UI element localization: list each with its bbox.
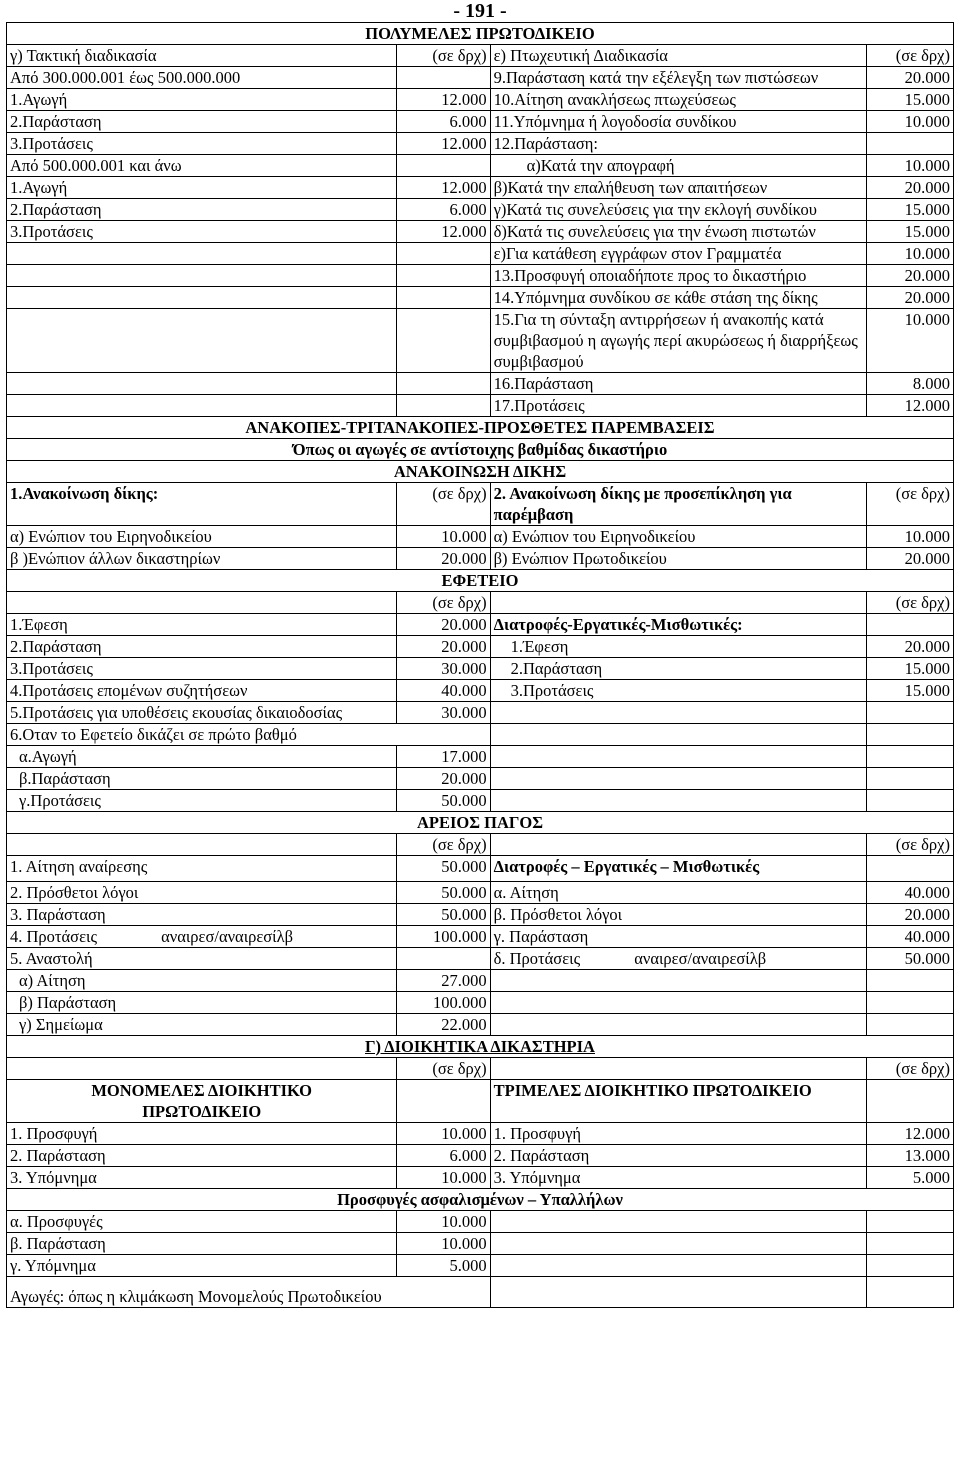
fee-label: ε)Για κατάθεση εγγράφων στον Γραμματέα <box>490 243 866 265</box>
fee-label: γ) Σημείωμα <box>7 1014 397 1036</box>
fee-value: 13.000 <box>866 1145 953 1167</box>
fee-label: 10.Αίτηση ανακλήσεως πτωχεύσεως <box>490 89 866 111</box>
fee-label: 3.Προτάσεις <box>490 680 866 702</box>
fee-label: 2.Παράσταση <box>7 199 397 221</box>
insured-title: Προσφυγές ασφαλισμένων – Υπαλλήλων <box>7 1189 954 1211</box>
fee-label-extra: αναιρεσ/αναιρεσίλβ <box>161 927 294 946</box>
fee-value: 20.000 <box>866 177 953 199</box>
fee-value: 50.000 <box>397 790 490 812</box>
fee-value: 15.000 <box>866 199 953 221</box>
fee-value: 20.000 <box>866 548 953 570</box>
fee-value: 12.000 <box>866 395 953 417</box>
fee-value: 20.000 <box>397 768 490 790</box>
page-number: - 191 - <box>453 0 507 22</box>
fee-value: 8.000 <box>866 373 953 395</box>
fee-value: 20.000 <box>866 904 953 926</box>
fee-label: 2. Παράσταση <box>490 1145 866 1167</box>
fee-label: α) Ενώπιον του Ειρηνοδικείου <box>490 526 866 548</box>
fee-value: 20.000 <box>866 287 953 309</box>
fee-label: α. Προσφυγές <box>7 1211 397 1233</box>
tier1-heading: Από 300.000.001 έως 500.000.000 <box>7 67 397 89</box>
fee-label: β.Παράσταση <box>7 768 397 790</box>
fee-value <box>866 133 953 155</box>
fee-label: 1. Αίτηση αναίρεσης <box>7 856 397 882</box>
fee-value: 22.000 <box>397 1014 490 1036</box>
single-member-header: ΜΟΝΟΜΕΛΕΣ ΔΙΟΙΚΗΤΙΚΟ ΠΡΩΤΟΔΙΚΕΙΟ <box>7 1080 397 1123</box>
fee-value: 40.000 <box>866 926 953 948</box>
fee-label-row <box>490 948 866 970</box>
regular-procedure-header: γ) Τακτική διαδικασία <box>7 45 397 67</box>
fee-label: β) Ενώπιον Πρωτοδικείου <box>490 548 866 570</box>
fee-label: α) Αίτηση <box>7 970 397 992</box>
fee-label: γ)Κατά τις συνελεύσεις για την εκλογή συνδίκου <box>490 199 866 221</box>
fee-label: 2. Πρόσθετοι λόγοι <box>7 882 397 904</box>
fee-label: 4.Προτάσεις επομένων συζητήσεων <box>7 680 397 702</box>
fee-value: 100.000 <box>397 926 490 948</box>
unit-label: (σε δρχ) <box>397 483 490 526</box>
fee-label: 1.Αγωγή <box>7 177 397 199</box>
fee-value: 50.000 <box>397 856 490 882</box>
fee-label: 2.Παράσταση <box>7 111 397 133</box>
fee-value: 10.000 <box>866 243 953 265</box>
unit-label: (σε δρχ) <box>866 834 953 856</box>
fee-value: 5.000 <box>866 1167 953 1189</box>
fee-label: 1. Προσφυγή <box>7 1123 397 1145</box>
notice-title: ΑΝΑΚΟΙΝΩΣΗ ΔΙΚΗΣ <box>7 461 954 483</box>
fee-value: 12.000 <box>397 177 490 199</box>
fee-label: 5. Αναστολή <box>7 948 397 970</box>
fee-value: 40.000 <box>397 680 490 702</box>
fee-label: 3. Υπόμνημα <box>7 1167 397 1189</box>
fee-value: 50.000 <box>397 882 490 904</box>
fee-label: β) Παράσταση <box>7 992 397 1014</box>
fee-label: 14.Υπόμνημα συνδίκου σε κάθε στάση της δίκης <box>490 287 866 309</box>
anakopes-title: ΑΝΑΚΟΠΕΣ-ΤΡΙΤΑΝΑΚΟΠΕΣ-ΠΡΟΣΘΕΤΕΣ ΠΑΡΕΜΒΑΣΕΙΣ <box>7 417 954 439</box>
fee-value: 10.000 <box>397 1123 490 1145</box>
fee-label: α.Αγωγή <box>7 746 397 768</box>
unit-label: (σε δρχ) <box>866 592 953 614</box>
anakopes-subtitle: Όπως οι αγωγές σε αντίστοιχης βαθμίδας δικαστήριο <box>7 439 954 461</box>
fee-value: 6.000 <box>397 111 490 133</box>
fee-label: β. Πρόσθετοι λόγοι <box>490 904 866 926</box>
tier2-heading: Από 500.000.001 και άνω <box>7 155 397 177</box>
fee-value: 20.000 <box>866 265 953 287</box>
bankruptcy-header: ε) Πτωχευτική Διαδικασία <box>490 45 866 67</box>
fee-label: 15.Για τη σύνταξη αντιρρήσεων ή ανακοπής κατά συμβιβασμού η αγωγής περί ακυρώσεως ή διαρρήξεως συμβιβασμού <box>490 309 866 373</box>
fee-value: 12.000 <box>397 89 490 111</box>
unit-label: (σε δρχ) <box>866 483 953 526</box>
fee-value: 20.000 <box>866 67 953 89</box>
fee-label: β )Ενώπιον άλλων δικαστηρίων <box>7 548 397 570</box>
fee-label: 3. Παράσταση <box>7 904 397 926</box>
efeteio-title: ΕΦΕΤΕΙΟ <box>7 570 954 592</box>
fee-value: 20.000 <box>866 636 953 658</box>
notice-right-header: 2. Ανακοίνωση δίκης με προσεπίκληση για παρέμβαση <box>490 483 866 526</box>
fee-value: 10.000 <box>397 1211 490 1233</box>
fee-value: 12.000 <box>866 1123 953 1145</box>
fee-value: 15.000 <box>866 680 953 702</box>
fee-label: 2.Παράσταση <box>7 636 397 658</box>
fee-value: 10.000 <box>866 526 953 548</box>
areios-pagos-title: ΑΡΕΙΟΣ ΠΑΓΟΣ <box>7 812 954 834</box>
fee-value: 12.000 <box>397 221 490 243</box>
fee-label: δ. Προτάσεις <box>493 949 581 968</box>
fee-label: 1. Προσφυγή <box>490 1123 866 1145</box>
unit-label: (σε δρχ) <box>397 592 490 614</box>
fee-value: 12.000 <box>397 133 490 155</box>
fee-value: 10.000 <box>397 1233 490 1255</box>
fee-label: 16.Παράσταση <box>490 373 866 395</box>
fee-label: α) Ενώπιον του Ειρηνοδικείου <box>7 526 397 548</box>
unit-label: (σε δρχ) <box>866 45 953 67</box>
fee-value: 30.000 <box>397 658 490 680</box>
unit-label: (σε δρχ) <box>397 1058 490 1080</box>
fee-label: 11.Υπόμνημα ή λογοδοσία συνδίκου <box>490 111 866 133</box>
unit-label: (σε δρχ) <box>397 834 490 856</box>
fee-value: 10.000 <box>866 309 953 373</box>
fee-label: 2. Παράσταση <box>7 1145 397 1167</box>
fee-label: 4. Προτάσεις <box>10 927 97 946</box>
fee-table <box>6 22 954 1308</box>
efeteio-right-header: Διατροφές-Εργατικές-Μισθωτικές: <box>490 614 866 636</box>
fee-label: α. Αίτηση <box>490 882 866 904</box>
fee-value: 15.000 <box>866 658 953 680</box>
fee-value: 15.000 <box>866 221 953 243</box>
fee-label: 3.Προτάσεις <box>7 133 397 155</box>
fee-label: 13.Προσφυγή οποιαδήποτε προς το δικαστήριο <box>490 265 866 287</box>
fee-value: 10.000 <box>397 1167 490 1189</box>
fee-label: δ)Κατά τις συνελεύσεις για την ένωση πιστωτών <box>490 221 866 243</box>
fee-label: 12.Παράσταση: <box>490 133 866 155</box>
fee-value: 20.000 <box>397 636 490 658</box>
fee-value: 6.000 <box>397 1145 490 1167</box>
polymeles-title: ΠΟΛΥΜΕΛΕΣ ΠΡΩΤΟΔΙΚΕΙΟ <box>7 23 954 45</box>
fee-value: 30.000 <box>397 702 490 724</box>
fee-label: 1.Αγωγή <box>7 89 397 111</box>
dioikitika-title: Γ) ΔΙΟΙΚΗΤΙΚΑ ΔΙΚΑΣΤΗΡΙΑ <box>7 1036 954 1058</box>
fee-label: γ. Υπόμνημα <box>7 1255 397 1277</box>
fee-label: 3. Υπόμνημα <box>490 1167 866 1189</box>
fee-value: 50.000 <box>866 948 953 970</box>
fee-label: 2.Παράσταση <box>490 658 866 680</box>
fee-label: 1.Έφεση <box>7 614 397 636</box>
fee-label: 5.Προτάσεις για υποθέσεις εκουσίας δικαιοδοσίας <box>7 702 397 724</box>
fee-label: β. Παράσταση <box>7 1233 397 1255</box>
fee-value: 6.000 <box>397 199 490 221</box>
fee-label: γ. Παράσταση <box>490 926 866 948</box>
fee-value: 40.000 <box>866 882 953 904</box>
fee-label: 9.Παράσταση κατά την εξέλεγξη των πιστώσεων <box>490 67 866 89</box>
fee-label-extra: αναιρεσ/αναιρεσίλβ <box>634 949 767 968</box>
fee-value: 100.000 <box>397 992 490 1014</box>
unit-label: (σε δρχ) <box>397 45 490 67</box>
fee-label: 1.Έφεση <box>490 636 866 658</box>
fee-label: α)Κατά την απογραφή <box>490 155 866 177</box>
fee-label: γ.Προτάσεις <box>7 790 397 812</box>
fee-label: β)Κατά την επαλήθευση των απαιτήσεων <box>490 177 866 199</box>
fee-label: 3.Προτάσεις <box>7 221 397 243</box>
fee-value: 17.000 <box>397 746 490 768</box>
fee-value: 20.000 <box>397 548 490 570</box>
fee-label: 6.Οταν το Εφετείο δικάζει σε πρώτο βαθμό <box>7 724 491 746</box>
fee-value: 10.000 <box>397 526 490 548</box>
fee-value: 20.000 <box>397 614 490 636</box>
notice-left-header: 1.Ανακοίνωση δίκης: <box>7 483 397 526</box>
fee-value: 5.000 <box>397 1255 490 1277</box>
fee-label: 3.Προτάσεις <box>7 658 397 680</box>
fee-value: 15.000 <box>866 89 953 111</box>
fee-value: 27.000 <box>397 970 490 992</box>
fee-value: 10.000 <box>866 155 953 177</box>
footer-note: Αγωγές: όπως η κλιμάκωση Μονομελούς Πρωτοδικείου <box>7 1277 491 1308</box>
fee-label: 17.Προτάσεις <box>490 395 866 417</box>
areios-right-header: Διατροφές – Εργατικές – Μισθωτικές <box>490 856 866 882</box>
fee-value: 10.000 <box>866 111 953 133</box>
unit-label: (σε δρχ) <box>866 1058 953 1080</box>
three-member-header: ΤΡΙΜΕΛΕΣ ΔΙΟΙΚΗΤΙΚΟ ΠΡΩΤΟΔΙΚΕΙΟ <box>490 1080 866 1123</box>
fee-label-row <box>7 926 397 948</box>
fee-value: 50.000 <box>397 904 490 926</box>
